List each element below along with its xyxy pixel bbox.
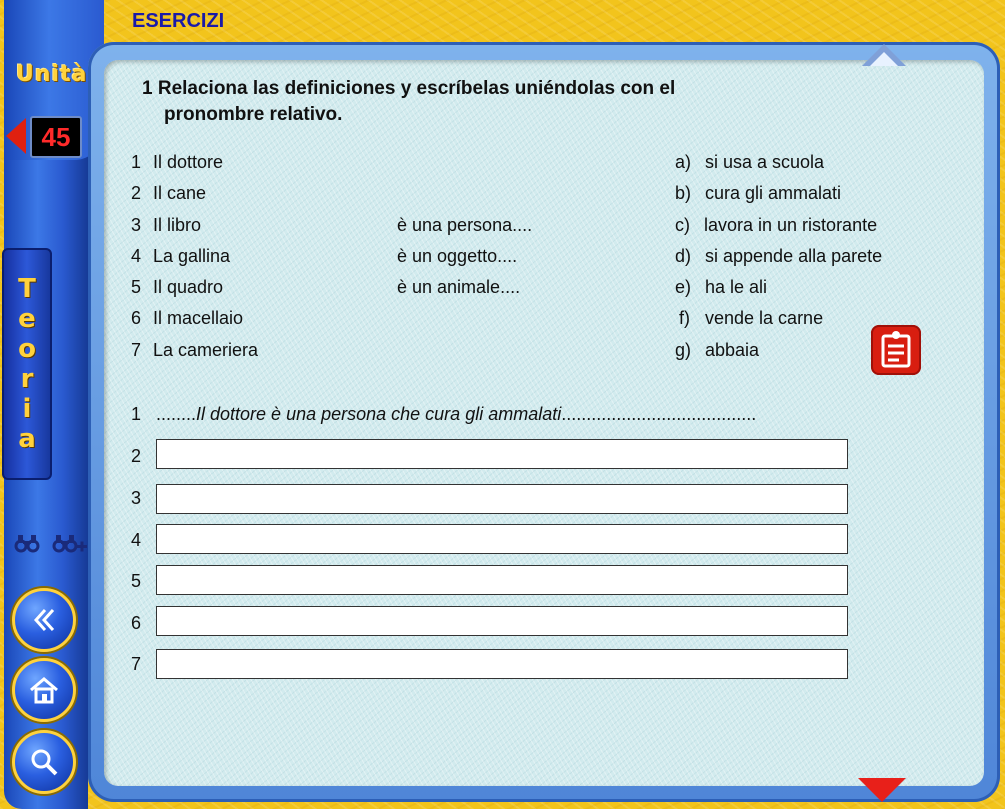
search-button[interactable] [12,730,76,794]
teoria-letter: T [18,274,36,304]
previous-unit-arrow[interactable] [6,118,26,154]
definition-letter: d) [675,246,692,266]
definition-item [679,308,823,329]
definition-text: cura gli ammalati [705,183,842,203]
subject-number: 2 [131,183,142,203]
subject-text: Il dottore [153,152,224,172]
definition-letter: f) [679,308,690,328]
home-button[interactable] [12,658,76,722]
subject-number: 5 [131,277,142,297]
page-title: ESERCIZI [132,10,225,32]
definition-letter: g) [675,340,692,360]
answer-input[interactable] [156,649,848,679]
example-sentence: Il dottore è una persona che cura gli ammalati [196,404,562,424]
subject-number: 4 [131,246,142,266]
definition-item [675,340,759,361]
magnifier-icon [29,747,59,777]
subject-number: 1 [131,152,142,172]
subject-item [131,308,243,329]
instruction-line-2: pronombre relativo. [164,104,343,125]
subject-item [131,152,223,173]
answer-input[interactable] [156,565,848,595]
answer-number: 5 [131,571,142,591]
definition-letter: e) [675,277,692,297]
definition-letter: a) [675,152,692,172]
example-answer [156,404,756,425]
category-item: è un oggetto.... [397,246,518,266]
definition-item [675,277,767,298]
definition-text: lavora in un ristorante [704,215,878,235]
back-button[interactable] [12,588,76,652]
definition-text: si appende alla parete [705,246,883,266]
scroll-down-arrow[interactable] [858,778,906,802]
example-suffix: ....................................... [561,404,757,424]
teoria-letter: e [18,304,36,334]
binoculars-icon[interactable] [14,533,40,558]
double-chevron-left-icon [29,605,59,635]
definition-item [675,246,882,267]
unit-number: 45 [30,116,82,158]
teoria-letter: r [20,364,34,394]
definition-item [675,152,824,173]
subject-text: Il libro [153,215,202,235]
category-item: è una persona.... [397,215,533,235]
instruction-line-1: 1 Relaciona las definiciones y escríbelas uniéndolas con el [142,78,676,99]
example-number: 1 [131,404,142,424]
teoria-letter: a [18,424,36,454]
subject-text: La cameriera [153,340,259,360]
teoria-letter: o [18,334,36,364]
answer-number: 6 [131,613,142,633]
binoculars-plus-icon[interactable] [52,533,88,560]
definition-text: si usa a scuola [705,152,825,172]
subject-text: Il cane [153,183,207,203]
answer-input[interactable] [156,524,848,554]
subject-item [131,340,258,361]
notes-button[interactable] [871,325,921,375]
definition-letter: c) [675,215,690,235]
definition-item [675,183,841,204]
definition-text: vende la carne [705,308,824,328]
answer-number: 2 [131,446,142,466]
answer-number: 4 [131,530,142,550]
subject-text: La gallina [153,246,231,266]
home-icon [28,675,60,705]
scroll-up-arrow-highlight [870,52,898,66]
subject-number: 3 [131,215,142,235]
definition-text: abbaia [705,340,760,360]
answer-input[interactable] [156,484,848,514]
exercise-instruction [142,76,822,128]
definition-letter: b) [675,183,692,203]
definition-item [675,215,877,236]
subject-item [131,246,230,267]
definition-text: ha le ali [705,277,768,297]
teoria-tab[interactable] [2,248,52,480]
answer-number: 7 [131,654,142,674]
answer-number: 3 [131,488,142,508]
subject-number: 7 [131,340,142,360]
example-prefix: ........ [156,404,197,424]
teoria-letter: i [22,394,32,424]
subject-item [131,183,206,204]
subject-number: 6 [131,308,142,328]
subject-item [131,277,223,298]
subject-text: Il quadro [153,277,224,297]
category-item: è un animale.... [397,277,521,297]
unit-label: Unità [16,62,88,87]
subject-item [131,215,201,236]
answer-input[interactable] [156,606,848,636]
answer-input[interactable] [156,439,848,469]
subject-text: Il macellaio [153,308,244,328]
clipboard-icon [871,325,921,375]
